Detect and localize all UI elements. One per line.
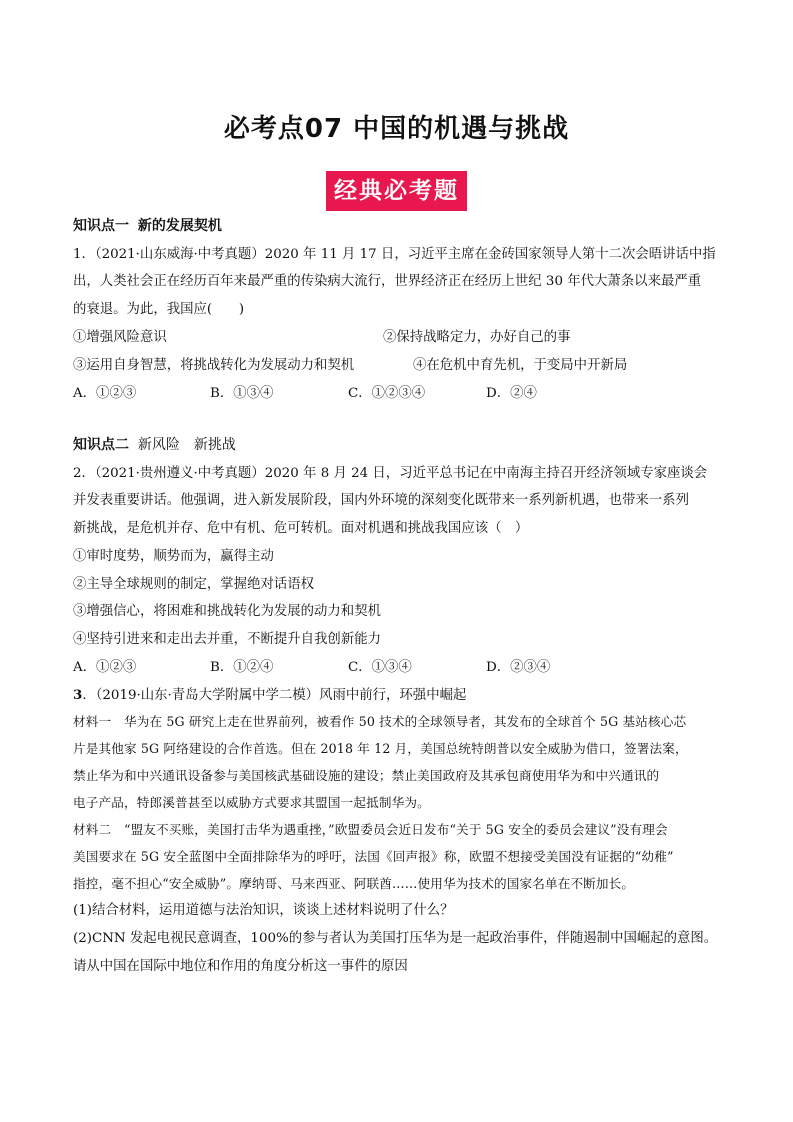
- material-line: 片是其他家 5G 阿络建设的合作首选。但在 2018 年 12 月，美国总统特朗普以安全威胁为借口，签署法案，: [73, 741, 688, 756]
- statement-item: ①审时度势，顺势而为，赢得主动: [73, 549, 274, 564]
- section-heading-2: [73, 436, 236, 454]
- section-name: 新的发展契机: [137, 218, 222, 234]
- statement-item: ②主导全球规则的制定，掌握绝对话语权: [73, 577, 315, 592]
- question-text: 出，人类社会正在经历百年来最严重的传染病大流行，世界经济正在经历上世纪 30 年代大萧条以来最严重: [73, 274, 702, 289]
- answer-choice-a: A．①②③: [73, 386, 137, 401]
- material-line: 美国要求在 5G 安全蓝图中全面排除华为的呼吁，法国《回声报》称，欧盟不想接受美国没有证据的“幼稚”: [73, 849, 674, 864]
- badge-container: [0, 171, 793, 211]
- question-number: 3: [73, 687, 83, 703]
- material-line: 材料二 “盟友不买账，美国打击华为遇重挫，”欧盟委员会近日发布“关于 5G 安全的委员会建议”没有理会: [73, 822, 668, 837]
- material-line: 电子产品，特郎溪普甚至以威胁方式要求其盟国一起抵制华为。: [73, 795, 430, 810]
- statement-item: ②保持战略定力，办好自己的事: [383, 330, 571, 345]
- answer-choice-b: B．①③④: [210, 386, 274, 401]
- answer-choice-c: C．①②③④: [348, 386, 426, 401]
- answer-choice-a: A．①②③: [73, 660, 137, 675]
- question-text: 的衰退。为此，我国应( ): [73, 302, 245, 317]
- question-text: 1．（2021·山东威海·中考真题）2020 年 11 月 17 日，习近平主席在金砖国家领导人第十二次会晤讲话中指: [73, 247, 716, 262]
- answer-choice-d: D．②④: [486, 386, 537, 401]
- question-text: ．（2019·山东·青岛大学附属中学二模）风雨中前行，环强中崛起: [82, 688, 467, 703]
- answer-choice-d: D．②③④: [486, 660, 551, 675]
- section-number: 知识点一: [73, 218, 129, 234]
- answer-choice-b: B．①②④: [210, 660, 274, 675]
- sub-question-2: 请从中国在国际中地位和作用的角度分析这一事件的原因: [73, 959, 408, 974]
- material-line: 禁止华为和中兴通讯设备参与美国核武基础设施的建设；禁止美国政府及其承包商使用华为和中兴通讯的: [73, 768, 660, 783]
- answer-choice-c: C．①③④: [348, 660, 412, 675]
- statement-item: ③运用自身智慧，将挑战转化为发展动力和契机: [73, 358, 355, 373]
- material-line: 材料一 华为在 5G 研究上走在世界前列，被看作 50 技术的全球领导者，其发布的全球首个 5G 基站核心芯: [73, 714, 687, 729]
- statement-item: ①增强风险意识: [73, 330, 167, 345]
- statement-item: ④在危机中育先机，于变局中开新局: [413, 358, 628, 373]
- section-badge: 经典必考题: [326, 171, 467, 211]
- page-title: 必考点07 中国的机遇与挑战: [223, 114, 570, 144]
- statement-item: ④坚持引进来和走出去并重，不断提升自我创新能力: [73, 632, 381, 647]
- question-3-heading: [73, 686, 466, 705]
- sub-question-2: (2)CNN 发起电视民意调查，100%的参与者认为美国打压华为是一起政治事件，伴随遏制中国崛起的意图。: [73, 931, 718, 946]
- question-text: 新挑战，是危机并存、危中有机、危可转机。面对机遇和挑战我国应该（ ）: [73, 521, 529, 536]
- question-text: 2．（2021·贵州遵义·中考真题）2020 年 8 月 24 日，习近平总书记在中南海主持召开经济领域专家座谈会: [73, 466, 708, 481]
- material-line: 指控，毫不担心“安全威胁”。摩纳哥、马来西亚、阿联酋……使用华为技术的国家名单在不断加长。: [73, 876, 635, 891]
- statement-item: ③增强信心，将困难和挑战转化为发展的动力和契机: [73, 604, 381, 619]
- section-name: 新风险 新挑战: [137, 437, 236, 453]
- section-number: 知识点二: [73, 437, 129, 453]
- sub-question-1: (1)结合材料，运用道德与法治知识，谈谈上述材料说明了什么？: [73, 903, 454, 918]
- section-heading-1: [73, 217, 222, 235]
- question-text: 并发表重要讲话。他强调，进入新发展阶段，国内外环境的深刻变化既带来一系列新机遇，也带来一系列: [73, 493, 689, 508]
